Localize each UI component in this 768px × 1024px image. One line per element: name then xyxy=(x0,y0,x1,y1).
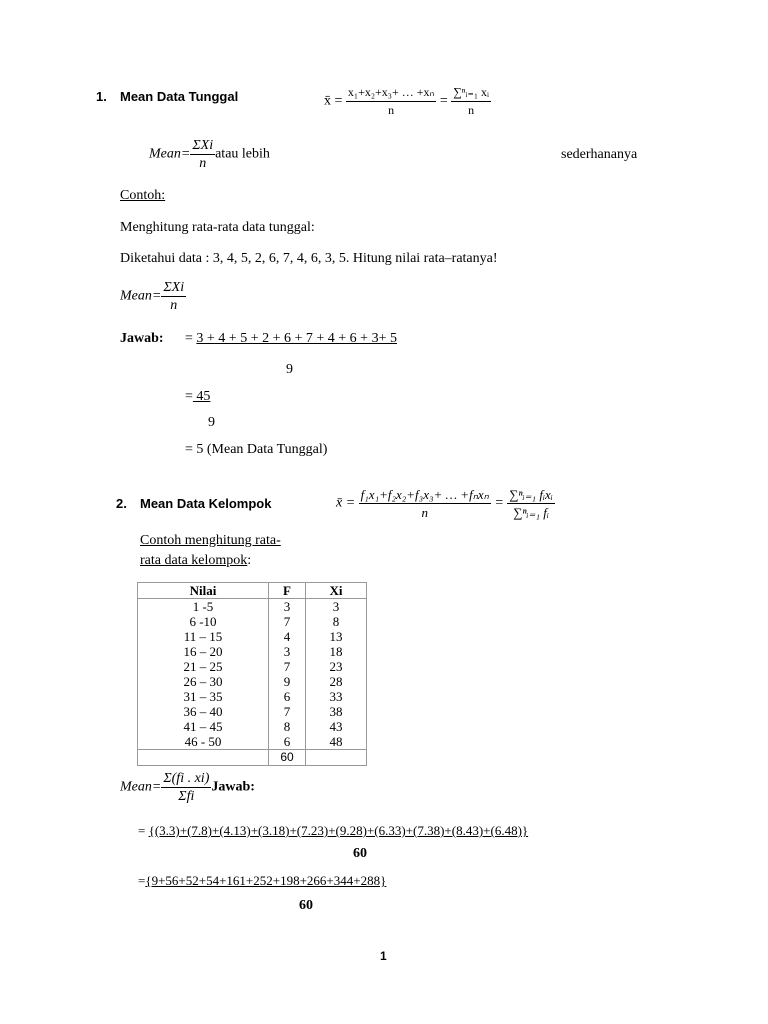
table-cell-f: 3 xyxy=(269,599,306,615)
table-header-xi: Xi xyxy=(306,583,367,599)
formula-num1: x₁+x₂+x₃+ … +xₙ xyxy=(346,84,436,102)
table-cell-f: 7 xyxy=(269,659,306,674)
example2-line2-text: rata data kelompok xyxy=(140,553,248,568)
table-cell-nilai: 6 -10 xyxy=(138,614,269,629)
table-header-row xyxy=(138,583,367,599)
calc2-eq: = xyxy=(138,873,146,888)
table-row xyxy=(138,674,367,689)
table-cell-f: 3 xyxy=(269,644,306,659)
formula2-lhs: x̄ = xyxy=(336,495,356,511)
example-line1: Menghitung rata-rata data tunggal: xyxy=(120,220,315,235)
answer-line1 xyxy=(185,331,397,347)
answer-num2: 45 xyxy=(192,389,211,404)
table-cell-xi: 18 xyxy=(306,644,367,659)
table-cell-nilai: 36 – 40 xyxy=(138,704,269,719)
answer-label: Jawab: xyxy=(120,331,164,346)
table-header-nilai: Nilai xyxy=(138,583,269,599)
example-line2: Diketahui data : 3, 4, 5, 2, 6, 7, 4, 6, 3, 5. Hitung nilai rata–ratanya! xyxy=(120,251,498,266)
mean2-formula xyxy=(120,279,186,314)
section1-number: 1. xyxy=(96,89,107,104)
table-cell-nilai: 1 -5 xyxy=(138,599,269,615)
table-cell-xi: 38 xyxy=(306,704,367,719)
example2-line1: Contoh menghitung rata- xyxy=(140,533,281,548)
mean-suffix: atau lebih xyxy=(215,146,270,162)
table-cell-nilai: 11 – 15 xyxy=(138,629,269,644)
mean3-frac xyxy=(161,770,211,805)
mean2-frac xyxy=(161,279,186,314)
table-row xyxy=(138,614,367,629)
formula2-num1: f₁x₁+f₂x₂+f₃x₃+ … +fₙxₙ xyxy=(360,487,489,502)
formula-frac1 xyxy=(346,84,436,119)
formula-eq: = xyxy=(439,93,448,109)
table-cell-xi: 23 xyxy=(306,659,367,674)
formula-den2: n xyxy=(468,103,475,117)
mean2-num: ΣXi xyxy=(163,280,185,295)
table-total-blank-2 xyxy=(306,750,367,766)
table-header-f: F xyxy=(269,583,306,599)
table-cell-f: 7 xyxy=(269,704,306,719)
mean-formula xyxy=(149,137,270,172)
table-cell-f: 4 xyxy=(269,629,306,644)
table-cell-f: 9 xyxy=(269,674,306,689)
calc2: {9+56+52+54+161+252+198+266+344+288} xyxy=(145,873,387,888)
table-cell-f: 6 xyxy=(269,734,306,750)
table-cell-xi: 8 xyxy=(306,614,367,629)
example2-colon: : xyxy=(247,553,252,568)
section1-formula xyxy=(324,84,491,119)
answer-den2: 9 xyxy=(208,415,215,430)
table-cell-nilai: 16 – 20 xyxy=(138,644,269,659)
answer-line2 xyxy=(185,389,210,405)
mean-lhs: Mean= xyxy=(149,146,191,162)
formula-num2: ∑ⁿᵢ₌₁ xᵢ xyxy=(451,84,491,102)
mean2-den: n xyxy=(170,298,178,313)
mean3-formula xyxy=(120,770,255,805)
mean3-den: Σfi xyxy=(178,789,195,804)
mean-tail: sederhananya xyxy=(561,147,638,162)
calc1-line xyxy=(138,823,528,839)
table-cell-xi: 3 xyxy=(306,599,367,615)
table-cell-f: 7 xyxy=(269,614,306,629)
calc1: {(3.3)+(7.8)+(4.13)+(3.18)+(7.23)+(9.28)+(6.33)+(7.38)+(8.43)+(6.48)} xyxy=(148,823,529,838)
mean3-lhs: Mean= xyxy=(120,779,162,795)
formula-den1: n xyxy=(388,103,395,117)
section1-title: Mean Data Tunggal xyxy=(120,89,239,104)
calc2-line xyxy=(138,873,386,889)
section2-title: Mean Data Kelompok xyxy=(140,496,272,511)
table-row xyxy=(138,734,367,750)
section2-number: 2. xyxy=(116,496,127,511)
table-row xyxy=(138,599,367,615)
formula2-den1: n xyxy=(421,505,428,520)
calc1-den: 60 xyxy=(353,846,367,861)
table-cell-xi: 48 xyxy=(306,734,367,750)
table-cell-nilai: 21 – 25 xyxy=(138,659,269,674)
calc1-eq: = xyxy=(138,823,149,838)
mean3-num: Σ(fi . xi) xyxy=(163,771,210,786)
table-total-row xyxy=(138,750,367,766)
mean-frac xyxy=(190,137,215,172)
table-row xyxy=(138,644,367,659)
table-row xyxy=(138,659,367,674)
page-number: 1 xyxy=(380,949,387,963)
table-row xyxy=(138,689,367,704)
answer-eq2: = xyxy=(185,389,193,404)
table-cell-f: 6 xyxy=(269,689,306,704)
formula2-den2: ∑ⁿᵢ₌₁ fᵢ xyxy=(513,505,549,520)
answer-sum: 3 + 4 + 5 + 2 + 6 + 7 + 4 + 6 + 3+ 5 xyxy=(196,331,397,346)
table-cell-xi: 33 xyxy=(306,689,367,704)
frequency-table xyxy=(137,582,367,766)
table-cell-nilai: 46 - 50 xyxy=(138,734,269,750)
table-row xyxy=(138,704,367,719)
formula2-frac2 xyxy=(507,486,555,521)
calc2-den: 60 xyxy=(299,898,313,913)
table-cell-xi: 13 xyxy=(306,629,367,644)
table-cell-nilai: 41 – 45 xyxy=(138,719,269,734)
answer-eq1: = xyxy=(185,331,197,346)
example-heading: Contoh: xyxy=(120,188,166,203)
table-row xyxy=(138,719,367,734)
table-total-f: 60 xyxy=(269,750,306,766)
formula-frac2 xyxy=(451,84,491,119)
answer-den1: 9 xyxy=(286,362,293,377)
formula2-eq: = xyxy=(494,495,504,511)
table-cell-nilai: 31 – 35 xyxy=(138,689,269,704)
formula2-num2: ∑ⁿᵢ₌₁ fᵢxᵢ xyxy=(509,487,553,502)
answer-result: = 5 (Mean Data Tunggal) xyxy=(185,442,328,457)
section2-formula xyxy=(336,486,555,521)
table-row xyxy=(138,629,367,644)
answer2-label: Jawab: xyxy=(211,779,255,795)
table-total-blank xyxy=(138,750,269,766)
mean-num: ΣXi xyxy=(192,138,214,153)
formula2-frac1 xyxy=(359,486,491,521)
table-cell-xi: 43 xyxy=(306,719,367,734)
mean-den: n xyxy=(199,156,207,171)
mean2-lhs: Mean= xyxy=(120,288,162,304)
table-cell-nilai: 26 – 30 xyxy=(138,674,269,689)
formula-lhs: x̄ = xyxy=(324,93,343,109)
table-cell-xi: 28 xyxy=(306,674,367,689)
table-cell-f: 8 xyxy=(269,719,306,734)
example2-line2 xyxy=(140,553,251,569)
